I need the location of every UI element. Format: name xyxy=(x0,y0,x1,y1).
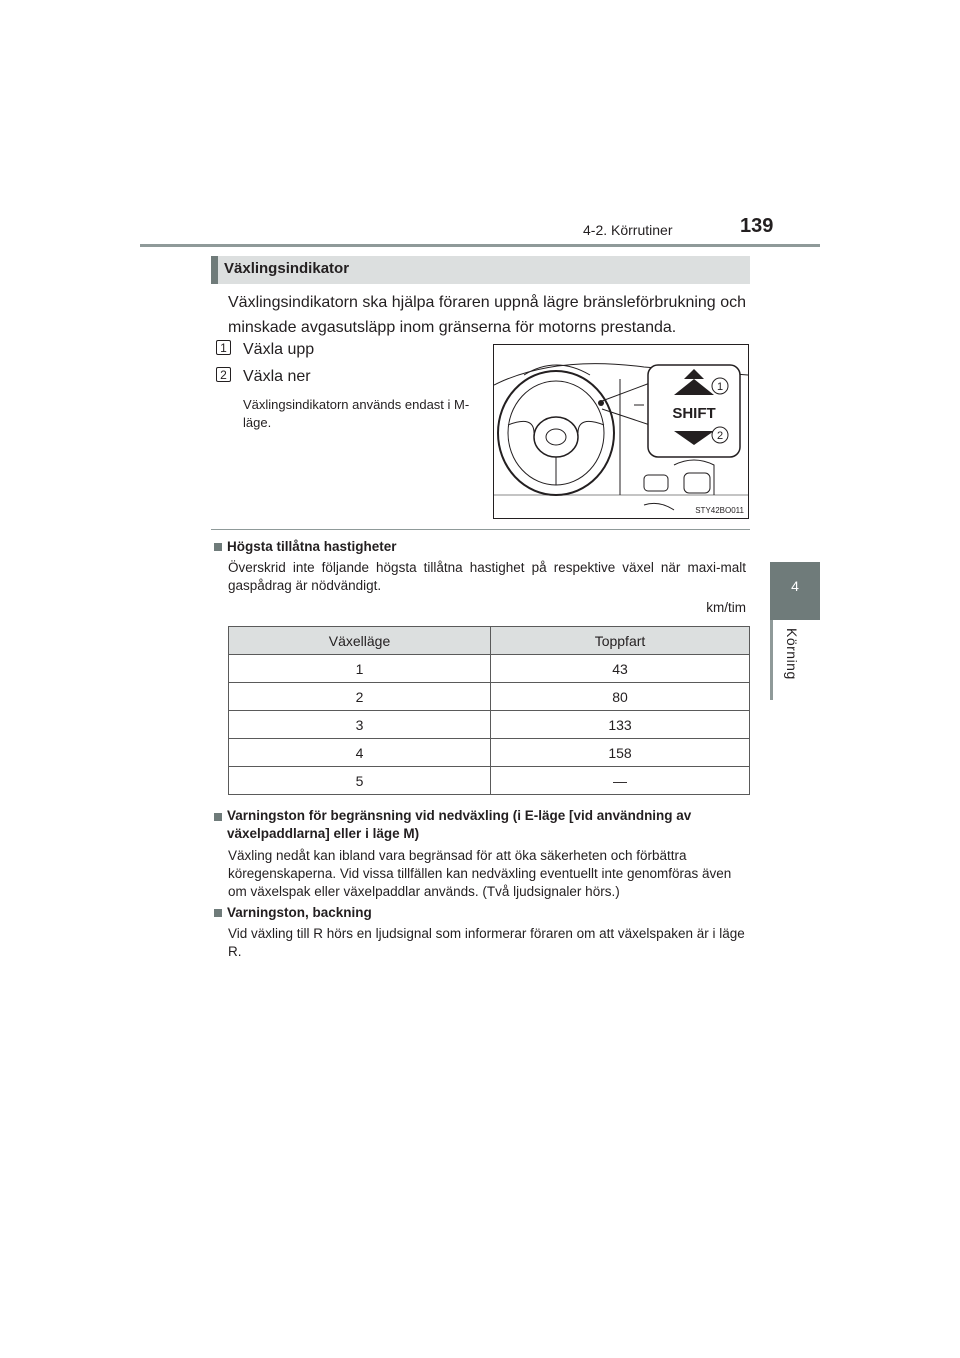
side-tab-number: 4 xyxy=(791,578,799,594)
bullet-square-icon xyxy=(214,813,222,821)
side-tab-line xyxy=(770,620,773,700)
speeds-text: Överskrid inte följande högsta tillåtna hastighet på respektive växel när maxi-malt gaspådrag är nödvändigt. xyxy=(228,560,746,593)
downshift-text: Växling nedåt kan ibland vara begränsad för att öka säkerheten och förbättra köregenskaperna. Vid vissa tillfällen kan nedväxling eventuellt inte genomföras även om växelspak eller växelpaddlar används. (Två ljudsignaler hörs.) xyxy=(228,848,732,899)
shift-label: SHIFT xyxy=(672,405,716,422)
reverse-title: Varningston, backning xyxy=(227,905,372,920)
dashboard-illustration xyxy=(493,344,749,519)
bullet-square-icon xyxy=(214,543,222,551)
table-row xyxy=(229,739,750,767)
downshift-title-line1: Varningston för begränsning vid nedväxling (i E-läge [vid användning av xyxy=(227,808,692,823)
bullet-square-icon xyxy=(214,909,222,917)
table-row xyxy=(229,683,750,711)
table-cell: 4 xyxy=(229,739,491,767)
section-header-accent xyxy=(211,256,218,284)
speed-table xyxy=(228,626,750,795)
header-rule xyxy=(140,244,820,247)
table-row xyxy=(229,767,750,795)
column-header: Toppfart xyxy=(491,627,750,655)
table-cell: 5 xyxy=(229,767,491,795)
table-cell: — xyxy=(491,767,750,795)
side-tab-label: Körning xyxy=(784,628,800,680)
figure-code: STY42BO011 xyxy=(695,506,744,515)
table-header-row xyxy=(229,627,750,655)
column-header: Växelläge xyxy=(229,627,491,655)
item-shift-down: Växla ner xyxy=(243,368,311,385)
note-text: Växlingsindikatorn används endast i M-läge. xyxy=(243,397,470,430)
chapter-heading: 4-2. Körrutiner xyxy=(583,222,673,238)
table-cell: 133 xyxy=(491,711,750,739)
item-shift-up: Växla upp xyxy=(243,341,315,358)
item-number-badge: 2 xyxy=(216,367,231,382)
table-cell: 43 xyxy=(491,655,750,683)
callout-number: 2 xyxy=(716,430,724,442)
table-cell: 3 xyxy=(229,711,491,739)
page-number: 139 xyxy=(740,215,774,237)
item-number-badge: 1 xyxy=(216,340,231,355)
downshift-title-line2: växelpaddlarna] eller i läge M) xyxy=(227,826,420,841)
table-row xyxy=(229,655,750,683)
dashboard-drawing xyxy=(494,345,748,518)
table-cell: 1 xyxy=(229,655,491,683)
speed-unit: km/tim xyxy=(706,600,746,615)
section-separator xyxy=(211,529,750,530)
callout-number: 1 xyxy=(716,381,724,393)
table-cell: 2 xyxy=(229,683,491,711)
table-cell: 158 xyxy=(491,739,750,767)
table-cell: 80 xyxy=(491,683,750,711)
section-title: Växlingsindikator xyxy=(224,260,350,277)
reverse-text: Vid växling till R hörs en ljudsignal som informerar föraren om att växelspaken är i läge R. xyxy=(228,926,745,959)
table-row xyxy=(229,711,750,739)
speeds-title: Högsta tillåtna hastigheter xyxy=(227,539,397,554)
intro-paragraph: Växlingsindikatorn ska hjälpa föraren uppnå lägre bränsleförbrukning och minskade avgasutsläpp inom gränserna för motorns prestanda. xyxy=(228,294,746,336)
